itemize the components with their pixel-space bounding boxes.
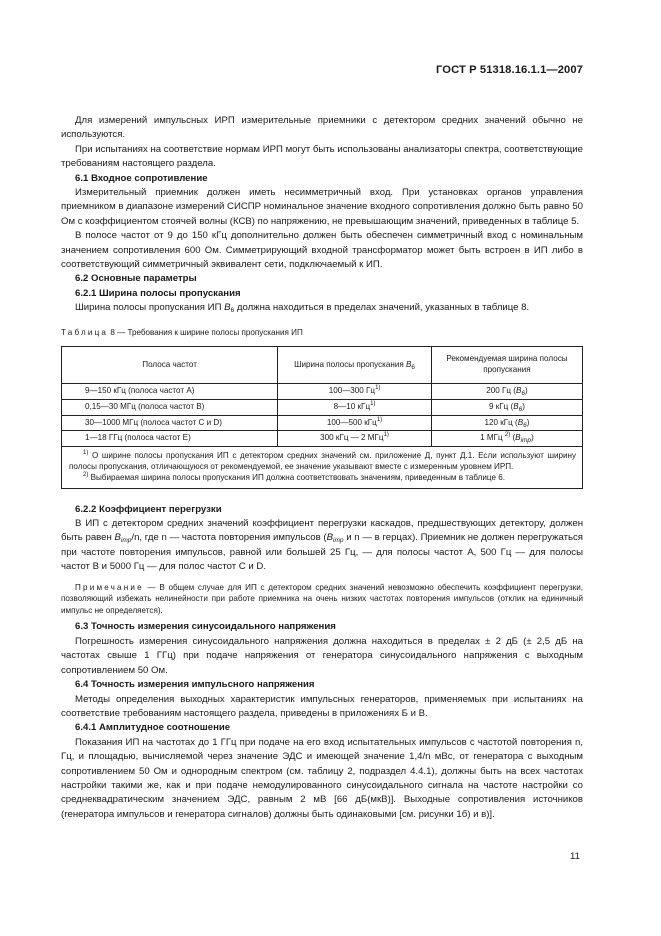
section-heading-6-2-1: 6.2.1 Ширина полосы пропускания <box>75 287 241 299</box>
section-heading-6-4-1: 6.4.1 Амплитудное соотношение <box>75 722 231 734</box>
table-row <box>62 431 583 447</box>
cell-width: 8—10 кГц$^{1)}$ <box>278 399 432 415</box>
cell-band: 30—1000 МГц (полоса частот С и D) <box>62 415 278 431</box>
cell-recommended: 9 кГц $(B_6)$ <box>431 399 582 415</box>
cell-width: 100—500 кГц$^{1)}$ <box>278 415 432 431</box>
cell-recommended: 200 Гц $(B_6)$ <box>431 384 582 400</box>
page-content <box>61 94 583 822</box>
paragraph: Методы определения выходных характеристик импульсных генераторов, применяемых при испытаниях на соответствие требованиям настоящего раздела, приведены в приложениях Б и В. <box>61 693 583 719</box>
section-heading-6-2-2: 6.2.2 Коэффициент перегрузки <box>75 503 222 515</box>
cell-width: 300 кГц — 2 МГц$^{1)}$ <box>278 431 432 447</box>
page-number: 11 <box>570 851 580 862</box>
table-footnotes <box>62 447 583 488</box>
cell-recommended: 1 МГц $^{2)}$ $(B_{imp})$ <box>431 431 582 447</box>
cell-band: 1—18 ГГц (полоса частот Е) <box>62 431 278 447</box>
table-row <box>62 399 583 415</box>
section-heading-6-4: 6.4 Точность измерения импульсного напряжения <box>75 679 315 691</box>
paragraph: В ИП с детектором средних значений коэффициент перегрузки каскадов, предшествующих детектору, должен быть равен $B_{imp}/n$, где n — частота повторения импульсов ($B_{imp}$ и n — в герцах). Приемник не должен перегружаться при частоте повторения импульсов, равной или большей 25 Гц, — для полосы частот А, 500 Гц — для полосы частот В и 5000 Гц — для полос частот С и D. <box>61 518 583 573</box>
paragraph: Показания ИП на частотах до 1 ГГц при подаче на его вход испытательных импульсов с частотой повторения n, Гц, и площадью, вычисляемой через значение ЭДС и имеющей значение 1,4/n мВс, от генератора с выходным сопротивлением 50 Ом и однородным спектром (см. таблицу 2, подраздел 4.4.1), должны быть на всех частотах настройки такими же, как и при подаче немодулированного синусоидального сигнала на частоте настройки со среднеквадратическим значением ЭДС, равным 2 мВ [66 дБ(мкВ)]. Выходные сопротивления источников (генератора импульсов и генератора сигналов) должны быть одинаковыми [см. рисунки 1б) и в)]. <box>61 736 583 820</box>
paragraph: Для измерений импульсных ИРП измерительные приемники с детектором средних значений обычно не используются. <box>61 115 583 141</box>
column-header: Полоса частот <box>62 347 278 384</box>
column-header: Рекомендуемая ширина полосы пропускания <box>431 347 582 384</box>
table-row <box>62 384 583 400</box>
cell-width: 100—300 $Гц^{1)}$ <box>278 384 432 400</box>
footnote-2: $^{2)}$ Выбираемая ширина полосы пропускания ИП должна соответствовать значениям, приведенным в таблице 6. <box>83 471 505 482</box>
paragraph: Погрешность измерения синусоидального напряжения должна находиться в пределах ± 2 дБ (± 2,5 дБ на частотах свыше 1 ГГц) при подаче напряжения от генератора синусоидального напряжения с выходным сопротивлением 50 Ом. <box>61 635 583 676</box>
paragraph: При испытаниях на соответствие нормам ИРП могут быть использованы анализаторы спектра, соответствующие требованиям настоящего раздела. <box>61 143 583 170</box>
paragraph: Ширина полосы пропускания ИП $B_6$ должна находиться в пределах значений, указанных в таблице 8. <box>75 302 530 315</box>
document-header: ГОСТ Р 51318.16.1.1—2007 <box>435 64 583 76</box>
cell-band: 0,15—30 МГц (полоса частот В) <box>62 399 278 415</box>
paragraph: В полосе частот от 9 до 150 кГц дополнительно должен быть обеспечен симметричный вход с номинальным значением сопротивления 600 Ом. Симметрирующий входной трансформатор может быть встроен в ИП либо в соответствующий симметричный эквивалент сети, подключаемый к ИП. <box>61 230 583 271</box>
bandwidth-table <box>61 346 583 489</box>
section-heading-6-3: 6.3 Точность измерения синусоидального напряжения <box>75 621 336 633</box>
note: Примечание — В общем случае для ИП с детектором средних значений невозможно обеспечить коэффициент перегрузки, позволяющий избежать нелинейности при работе приемника на очень низких частотах повторения импульсов (отклик на единичный импульс не определяется). <box>61 582 583 615</box>
section-heading-6-2: 6.2 Основные параметры <box>75 273 197 285</box>
column-header: Ширина полосы пропускания $B_6$ <box>278 347 432 384</box>
table-row <box>62 415 583 431</box>
table-caption: Таблица 8 — Требования к ширине полосы пропускания ИП <box>61 327 303 337</box>
footnote-1: $^{1)}$ О ширине полосы пропускания ИП с детектором средних значений см. приложение Д, пункт Д.1. Если используют ширину полосы пропускания, отличающуюся от рекомендуемой, ее значение указывают вместе с измеренным уровнем ИРП. <box>69 450 577 472</box>
paragraph: Измерительный приемник должен иметь несимметричный вход. При установках органов управления приемником в диапазоне измерений СИСПР номинальное значение входного сопротивления должно быть равно 50 Ом с коэффициентом стоячей волны (КСВ) по напряжению, не превышающим значений, приведенных в таблице 5. <box>61 187 583 227</box>
cell-band: 9—150 кГц (полоса частот А) <box>62 384 278 400</box>
cell-recommended: 120 кГц $(B_6)$ <box>431 415 582 431</box>
section-heading-6-1: 6.1 Входное сопротивление <box>75 172 208 184</box>
